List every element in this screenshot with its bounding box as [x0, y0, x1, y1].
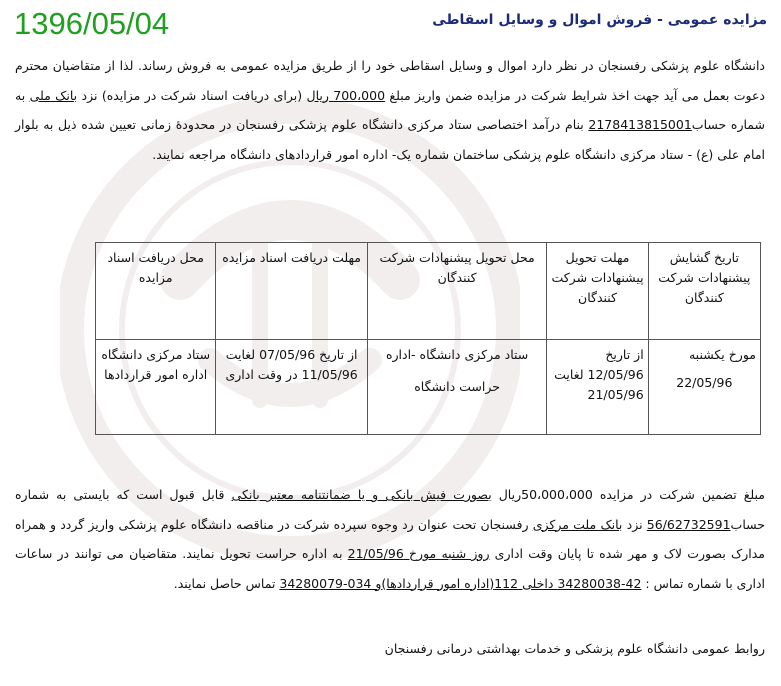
guarantee-method: بصورت فیش بانکی و یا ضمانتنامه معتبر بانکی [231, 487, 492, 502]
header-cell: مهلت تحویل پیشنهادات شرکت کنندگان [547, 243, 648, 340]
details-text: مبلغ تضمین شرکت در مزایده 50،000،000ریال [491, 487, 765, 502]
publication-date: 1396/05/04 [14, 6, 170, 41]
submission-place-cell [367, 340, 547, 435]
details-text: قابل قبول است که بایستی به شماره حساب [15, 487, 766, 532]
intro-text: (برای دریافت اسناد شرکت در مزایده) نزد [77, 87, 307, 103]
deposit-account: 56/62732591 [646, 516, 731, 532]
table-cell-text: مورخ یکشنبه [688, 347, 756, 362]
page-title: مزایده عمومی - فروش اموال و وسایل اسقاطی [432, 12, 767, 28]
table-cell-text: ستاد مرکزی دانشگاه -اداره [385, 347, 529, 362]
deadline-date: روز شنبه مورخ 21/05/96 [347, 546, 490, 561]
header-cell: تاریخ گشایش پیشنهادات شرکت کنندگان [648, 243, 760, 340]
submission-deadline-cell: از تاریخ 12/05/96 لغایت 21/05/96 [547, 340, 648, 435]
account-number: 2178413815001 [588, 117, 692, 132]
contact-phones: 42-34280038 داخلی 112(اداره امور قراردادها)و 034-34280079 [279, 575, 642, 591]
header-cell: محل دریافت اسناد مزایده [96, 243, 216, 340]
details-text: رفسنجان تحت عنوان رد وجوه سپرده شرکت در مناقصه دانشگاه علوم پزشکی واریز گردد و همراه مدارک بصورت لاک و مهر شده تا پایان وقت اداری [15, 516, 765, 561]
opening-date-cell [648, 340, 760, 435]
document-deadline-cell: از تاریخ 07/05/96 لغایت 11/05/96 در وقت اداری [216, 340, 367, 435]
details-text: تماس حاصل نمایند. [173, 575, 280, 591]
details-text: نزد [622, 516, 647, 532]
deposit-bank: بانک ملت مرکزی [532, 516, 623, 532]
document-place-cell: ستاد مرکزی دانشگاه اداره امور قراردادها [96, 340, 216, 435]
table-cell-text: 22/05/96 [676, 375, 733, 390]
intro-paragraph [15, 51, 765, 169]
fee-amount: 700،000 ریال [306, 87, 386, 103]
bank-name: بانک ملی [29, 87, 78, 103]
schedule-table [95, 242, 761, 435]
header-cell: مهلت دریافت اسناد مزایده [216, 243, 367, 340]
intro-text: دانشگاه علوم پزشکی رفسنجان در نظر دارد اموال و وسایل اسقاطی خود را از طریق مزایده عمومی به فروش رساند. لذا از متقاضیان محترم دعوت بعمل می آید جهت اخذ شرایط شرکت در مزایده ضمن واریز مبلغ [15, 58, 766, 103]
details-paragraph [15, 480, 765, 598]
table-header-row [96, 243, 761, 340]
intro-text: به شماره حساب [15, 87, 765, 132]
table-cell-text: حراست دانشگاه [414, 379, 500, 394]
table-row [96, 340, 761, 435]
header-cell: محل تحویل پیشنهادات شرکت کنندگان [367, 243, 547, 340]
intro-text: بنام درآمد اختصاصی ستاد مرکزی دانشگاه علوم پزشکی رفسنجان در محدودهٔ زمانی تعیین شده ذیل به بلوار امام علی (ع) - ستاد مرکزی دانشگاه علوم پزشکی ساختمان شماره یک- اداره امور قراردادهای دانشگاه مراجعه نمایند. [15, 117, 765, 162]
footer-signature: روابط عمومی دانشگاه علوم پزشکی و خدمات بهداشتی درمانی رفسنجان [384, 641, 765, 656]
details-text: به اداره حراست تحویل نمایند. متقاضیان می توانند در ساعات اداری با شماره تماس : [15, 546, 765, 591]
